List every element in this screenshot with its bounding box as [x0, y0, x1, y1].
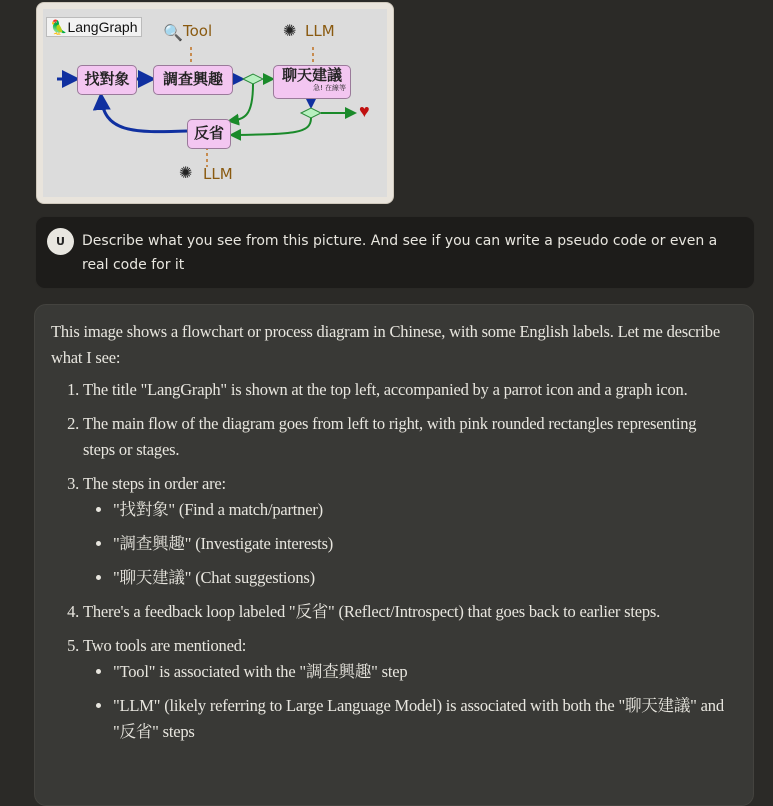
list-item: 2. The main flow of the diagram goes from left to right, with pink rounded rectangles representing steps or stages.	[83, 411, 731, 463]
user-message	[35, 216, 755, 289]
heart-icon: ♥	[359, 101, 370, 121]
user-message-text: Describe what you see from this picture. And see if you can write a pseudo code or even a real code for it	[82, 233, 718, 273]
image-attachment[interactable]	[36, 2, 394, 204]
reply-list	[51, 377, 731, 745]
sub-list-item: • "找對象" (Find a match/partner)	[113, 497, 731, 523]
node-investigate-interests: 調查興趣	[153, 65, 233, 95]
sub-list-item: • "LLM" (likely referring to Large Language Model) is associated with both the "聊天建議" and "反省" steps	[113, 693, 731, 745]
list-item: 5. Two tools are mentioned: • "Tool" is associated with the "調查興趣" step • "LLM" (likely referring to Large Language Model) is associated with both the "聊天建議" and "反省" steps	[83, 633, 731, 745]
openai-icon: ✺	[283, 23, 297, 40]
node-reflect: 反省	[187, 119, 231, 149]
search-icon: 🔍	[163, 25, 183, 42]
sub-list-item: • "調查興趣" (Investigate interests)	[113, 531, 731, 557]
list-item: 4. There's a feedback loop labeled "反省" (Reflect/Introspect) that goes back to earlier steps.	[83, 599, 731, 625]
sub-list-item: • "聊天建議" (Chat suggestions)	[113, 565, 731, 591]
openai-icon: ✺	[179, 165, 193, 182]
assistant-reply	[34, 304, 754, 806]
langgraph-logo: 🦜LangGraph	[46, 17, 142, 37]
list-item: 1. The title "LangGraph" is shown at the top left, accompanied by a parrot icon and a graph icon.	[83, 377, 731, 403]
node-find-match: 找對象	[77, 65, 137, 95]
user-avatar: U	[47, 228, 74, 255]
parrot-icon: 🦜	[50, 19, 68, 35]
flowchart-diagram: 🦜LangGraph 找對象 調查興趣 聊天建議 急! 在線等 反省 🔍 Tool ✺ LLM ✺ LLM ♥	[43, 9, 387, 197]
sub-list-item: • "Tool" is associated with the "調查興趣" step	[113, 659, 731, 685]
reply-intro: This image shows a flowchart or process diagram in Chinese, with some English labels. Let me describe what I see:	[51, 322, 720, 367]
node-chat-suggestions: 聊天建議 急! 在線等	[273, 65, 351, 99]
list-item: 3. The steps in order are: • "找對象" (Find a match/partner) • "調查興趣" (Investigate interests) • "聊天建議" (Chat suggestions)	[83, 471, 731, 591]
